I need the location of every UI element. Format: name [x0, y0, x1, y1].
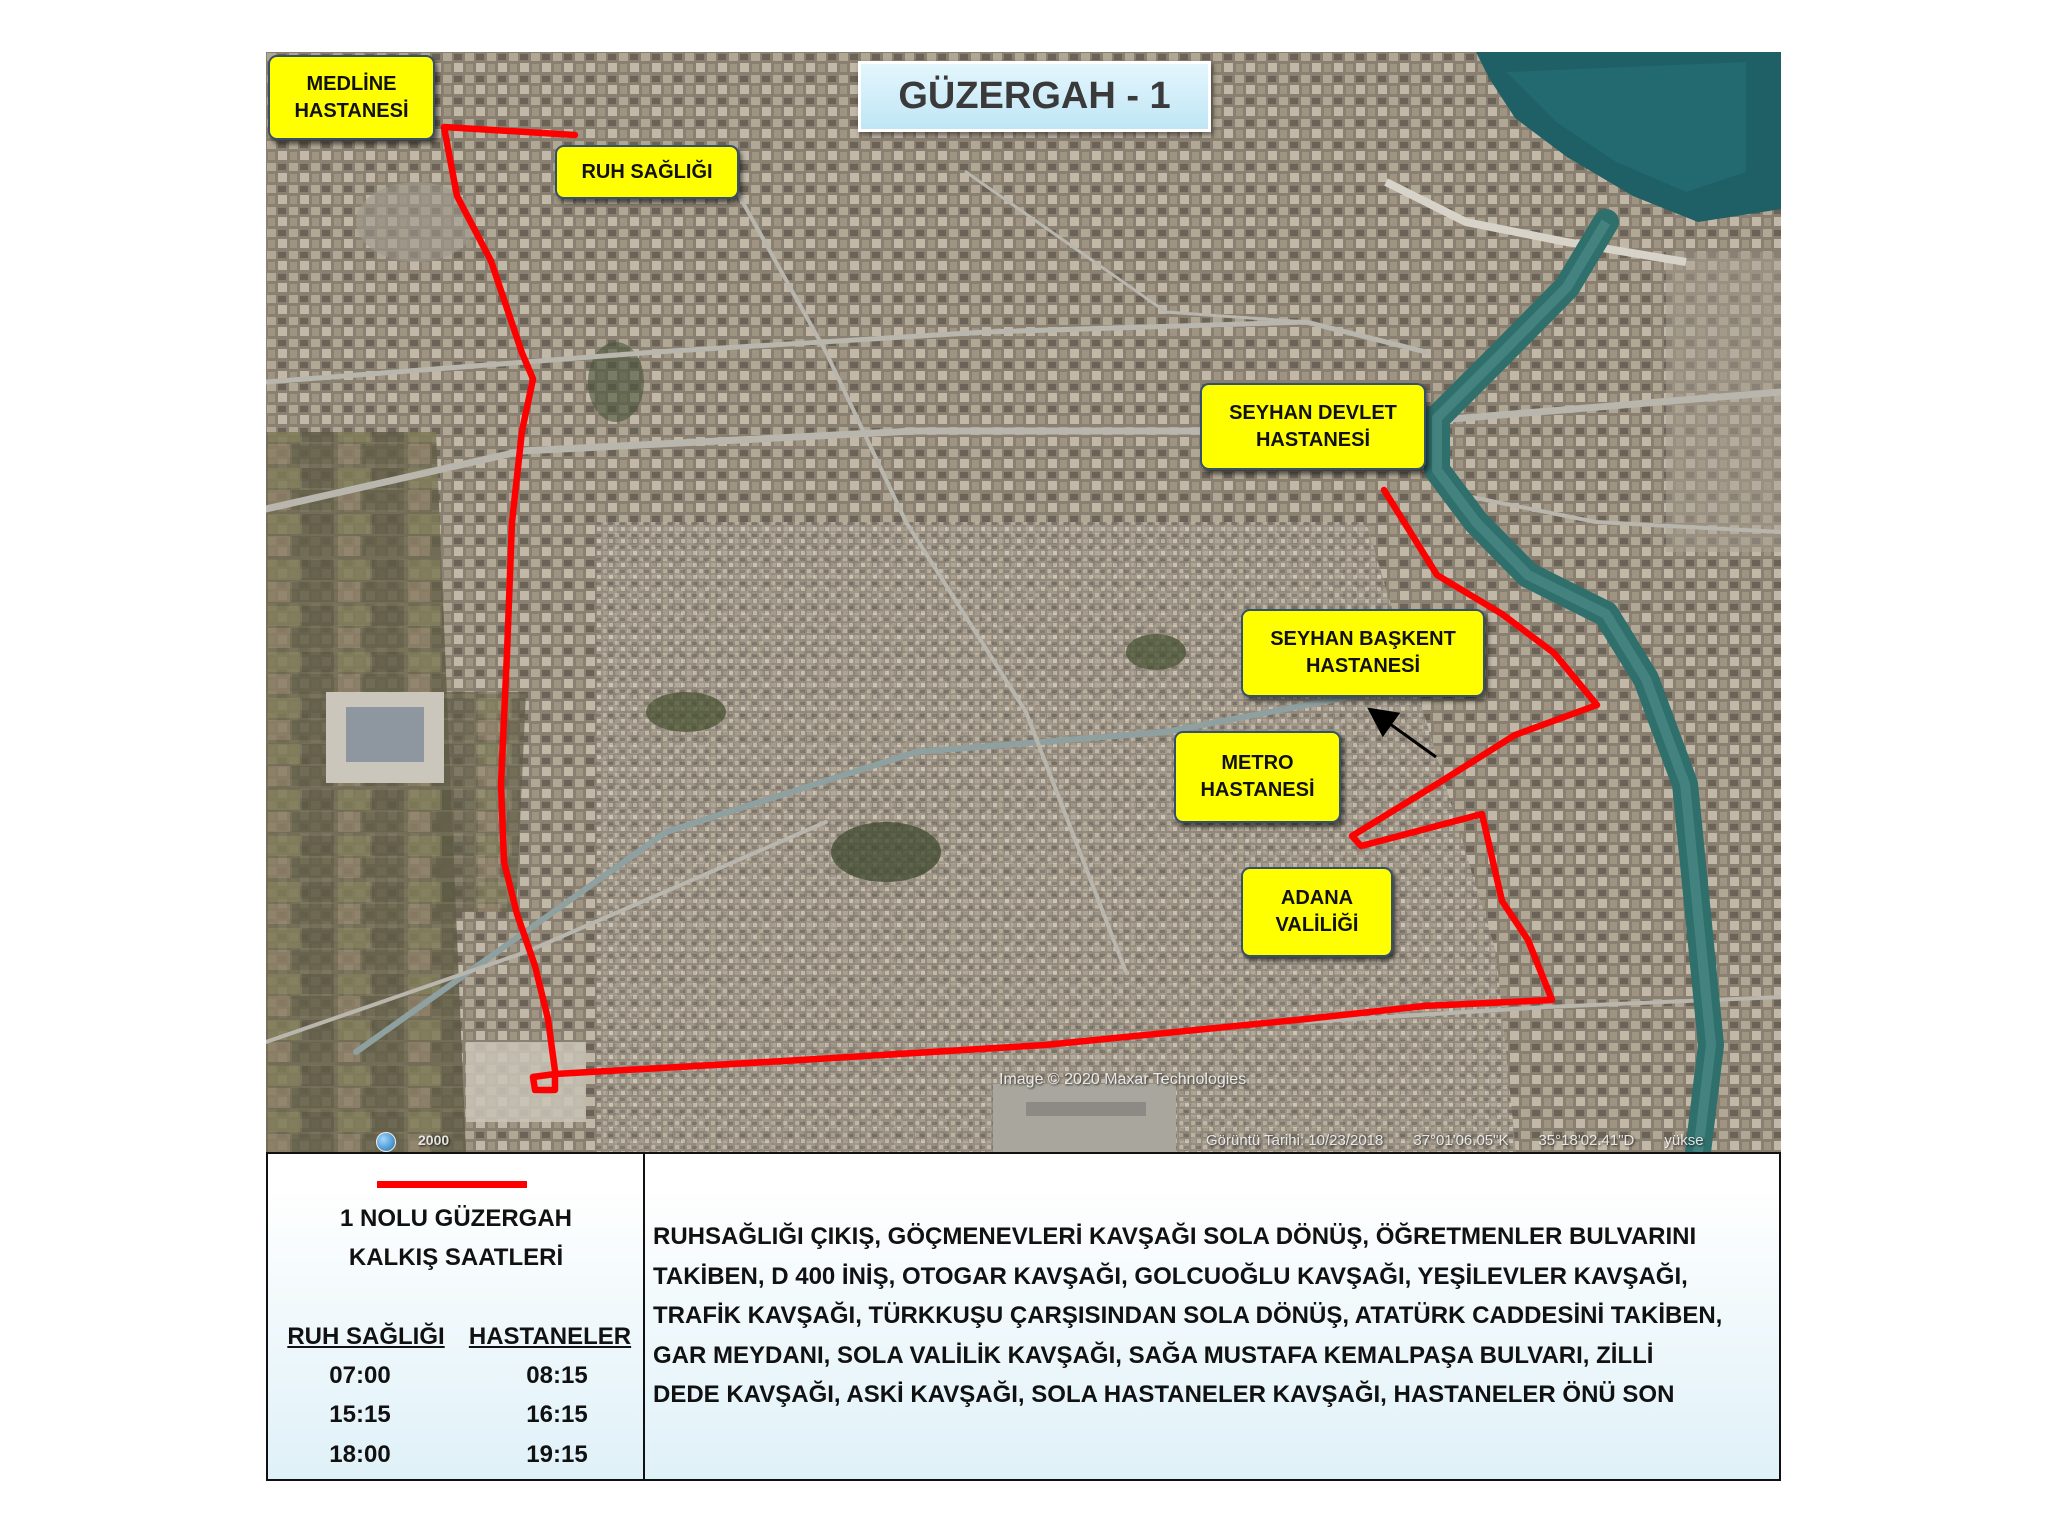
- route-description-line: DEDE KAVŞAĞI, ASKİ KAVŞAĞI, SOLA HASTANELER KAVŞAĞI, HASTANELER ÖNÜ SON: [653, 1381, 1675, 1408]
- legend-title-line2: KALKIŞ SAATLERİ: [348, 1244, 564, 1271]
- label-line: METRO: [1221, 752, 1294, 774]
- globe-icon: [376, 1132, 396, 1152]
- label-ruh-sagligi: [555, 145, 739, 199]
- map-imagery: [266, 52, 1781, 1152]
- departure-time: 15:15: [329, 1401, 391, 1428]
- label-line: VALİLİĞİ: [1275, 914, 1359, 936]
- departure-time: 16:15: [526, 1401, 588, 1428]
- label-medline-hastanesi: [268, 55, 435, 140]
- route-info-table: [266, 1152, 1781, 1481]
- label-seyhan-devlet-hastanesi: [1200, 383, 1426, 470]
- departure-time: 08:15: [526, 1362, 588, 1389]
- label-line: SEYHAN DEVLET: [1229, 401, 1397, 424]
- imagery-year: 2000: [418, 1132, 450, 1148]
- imagery-status-bar: [1206, 1132, 1704, 1149]
- route-description-line: TRAFİK KAVŞAĞI, TÜRKKUŞU ÇARŞISINDAN SOLA DÖNÜŞ, ATATÜRK CADDESİNİ TAKİBEN,: [653, 1302, 1723, 1329]
- label-seyhan-baskent-hastanesi: [1241, 609, 1485, 697]
- departure-time: 19:15: [526, 1441, 588, 1468]
- imagery-date: Görüntü Tarihi: 10/23/2018: [1206, 1132, 1384, 1149]
- route-description-line: TAKİBEN, D 400 İNİŞ, OTOGAR KAVŞAĞI, GOLCUOĞLU KAVŞAĞI, YEŞİLEVLER KAVŞAĞI,: [653, 1262, 1688, 1290]
- legend-title-line1: 1 NOLU GÜZERGAH: [339, 1205, 573, 1232]
- label-line: HASTANESİ: [1305, 655, 1421, 677]
- departure-times-cell: [268, 1154, 645, 1479]
- route-description-cell: [645, 1154, 1779, 1479]
- departure-time: 07:00: [329, 1362, 391, 1389]
- imagery-elevation: yükse: [1664, 1132, 1704, 1149]
- label-metro-hastanesi: [1174, 731, 1341, 823]
- imagery-longitude: 35°18'02.41"D: [1538, 1132, 1635, 1149]
- label-line: ADANA: [1280, 887, 1354, 909]
- route-description-line: RUHSAĞLIĞI ÇIKIŞ, GÖÇMENEVLERİ KAVŞAĞI SOLA DÖNÜŞ, ÖĞRETMENLER BULVARINI: [653, 1223, 1697, 1250]
- label-line: RUH SAĞLIĞI: [581, 160, 713, 183]
- label-line: HASTANESİ: [1255, 428, 1371, 451]
- label-line: SEYHAN BAŞKENT: [1270, 628, 1456, 650]
- route-description-line: GAR MEYDANI, SOLA VALİLİK KAVŞAĞI, SAĞA MUSTAFA KEMALPAŞA BULVARI, ZİLLİ: [653, 1341, 1654, 1369]
- departure-time: 18:00: [329, 1441, 391, 1468]
- column-header-ruh-sagligi: RUH SAĞLIĞI: [287, 1323, 445, 1350]
- label-line: HASTANESİ: [1200, 779, 1315, 801]
- label-adana-valiligi: [1241, 867, 1393, 957]
- label-line: HASTANESİ: [294, 99, 409, 122]
- imagery-attribution: Image © 2020 Maxar Technologies: [999, 1071, 1247, 1088]
- satellite-map: [266, 52, 1781, 1152]
- label-line: MEDLİNE: [306, 72, 397, 95]
- imagery-latitude: 37°01'06.05"K: [1413, 1132, 1509, 1149]
- column-header-hastaneler: HASTANELER: [468, 1323, 632, 1350]
- route-legend-swatch: [377, 1181, 527, 1188]
- route-title: GÜZERGAH - 1: [858, 61, 1211, 132]
